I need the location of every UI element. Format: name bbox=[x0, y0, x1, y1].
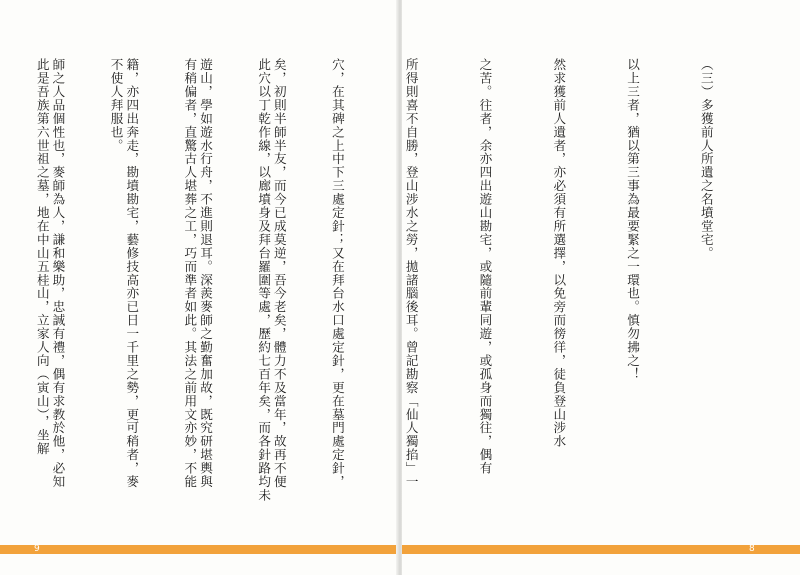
text-line: 此穴以丁乾作線，以廊墳身及拜台羅圍等處，歷約七百年矣，而各針路均未 bbox=[256, 58, 272, 502]
footer-bar bbox=[0, 545, 398, 554]
page-number: 9 bbox=[34, 544, 40, 554]
text-line: 所得則喜不自勝，登山涉水之勞，拋諸腦後耳。曾記勘察「仙人獨掐」一 bbox=[403, 58, 419, 489]
text-line: 籍，亦四出奔走，勘墳勘宅，藝修技高亦已日一千里之勢，更可稍者，麥 bbox=[124, 58, 140, 489]
text-line: 之苦。往者，余亦四出遊山勘宅，或隨前輩同遊，或孤身而獨往，偶有 bbox=[477, 58, 493, 475]
text-line: 師之人品個性也，麥師為人，謙和樂助，忠誠有禮，偶有求教於他，必知 bbox=[50, 58, 66, 489]
text-line: 矣，初則半師半友，而今已成莫逆，吾今老矣，體力不及當年，故再不便 bbox=[271, 58, 287, 489]
text-line: 以上三者，猶以第三事為最要緊之一環也。慎勿拂之！ bbox=[625, 58, 641, 381]
page-number: 8 bbox=[749, 544, 755, 554]
text-line: 遊山，學如遊水行舟，不進則退耳。深羨麥師之勤奮加故，既究研堪輿與 bbox=[198, 58, 214, 489]
section-heading: （三）多獲前人所遺之名墳堂宅。 bbox=[698, 58, 714, 260]
text-line: 不使人拜服也。 bbox=[108, 58, 124, 153]
text-line: 有稍偏者，直驚古人堪葬之工，巧而準者如此。其法之前用文亦妙，不能 bbox=[182, 58, 198, 489]
text-line: 然求獲前人遺者，亦必須有所選擇，以免旁而徬徉，徒負登山涉水 bbox=[551, 58, 567, 449]
footer-bar bbox=[402, 545, 800, 554]
text-line: 穴，在其碑之上中下三處定針；又在拜台水口處定針，更在墓門處定針， bbox=[329, 58, 345, 489]
text-line: 此是吾族第六世祖之墓，地在中山五桂山，立家人向（寅山），坐解 bbox=[34, 58, 50, 456]
